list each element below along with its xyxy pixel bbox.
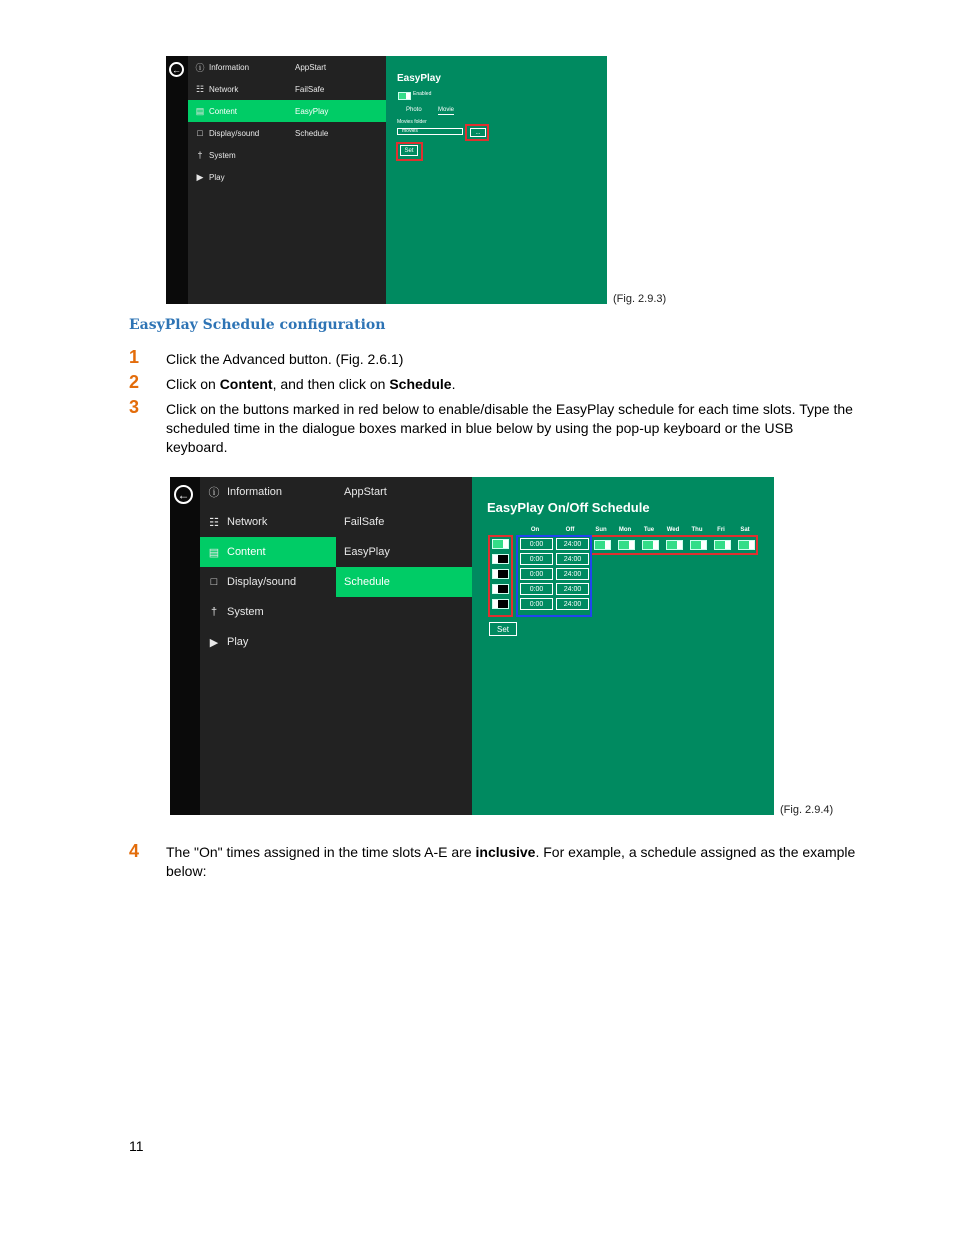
slot-on-input-d[interactable]: 0:00 [520, 583, 553, 595]
menu-item-information[interactable]: ⓘ Information [195, 62, 250, 73]
highlight-browse [465, 124, 489, 141]
step-4-number: 4 [129, 841, 140, 861]
section-heading: EasyPlay Schedule configuration [129, 317, 386, 333]
main-menu [200, 477, 336, 815]
system-icon: † [210, 606, 218, 618]
main-menu [188, 56, 288, 304]
figure-easyplay-schedule [170, 477, 774, 815]
enabled-label: Enabled [413, 91, 432, 97]
set-button[interactable]: Set [489, 622, 517, 636]
day-header-thu: Thu [691, 527, 703, 533]
play-icon: ▶ [209, 636, 219, 649]
highlight-set [396, 142, 423, 161]
menu-item-play[interactable]: ▶ Play [209, 636, 249, 649]
monitor-icon: □ [210, 576, 218, 588]
col-header-on: On [530, 527, 540, 533]
figure-caption-2: (Fig. 2.9.4) [780, 804, 834, 816]
menu-item-system[interactable]: † System [188, 144, 288, 166]
sub-menu [336, 477, 472, 815]
browse-button[interactable]: ... [470, 128, 486, 137]
network-icon: ☷ [209, 516, 219, 529]
col-header-off: Off [565, 527, 575, 533]
left-bar [166, 56, 188, 304]
highlight-slot-toggles [488, 535, 513, 617]
tab-movie[interactable]: Movie [438, 107, 455, 113]
menu-item-network[interactable]: ☷ Network [195, 83, 239, 94]
menu-item-network[interactable]: ☷ Network [209, 516, 268, 529]
highlight-time-inputs [516, 535, 592, 617]
clapperboard-icon: ▤ [195, 105, 205, 116]
panel-title: EasyPlay [397, 73, 441, 84]
page-number: 11 [129, 1138, 144, 1154]
day-header-mon: Mon [618, 527, 632, 533]
menu-item-display-sound[interactable]: □ Display/sound [188, 122, 288, 144]
submenu-item-easyplay[interactable]: EasyPlay [344, 546, 390, 558]
submenu-item-appstart[interactable]: AppStart [344, 486, 387, 498]
figure-easyplay-settings [166, 56, 607, 304]
left-bar [170, 477, 200, 815]
panel-title: EasyPlay On/Off Schedule [487, 500, 650, 515]
submenu-item-schedule[interactable]: Schedule [336, 567, 472, 597]
menu-item-content[interactable]: ▤ Content [188, 100, 288, 122]
submenu-item-schedule[interactable]: Schedule [295, 128, 329, 138]
tab-photo[interactable]: Photo [406, 107, 422, 113]
menu-item-information[interactable]: ⓘ Information [208, 486, 283, 499]
folder-label: Movies folder [397, 119, 427, 125]
slot-off-input-c[interactable]: 24:00 [556, 568, 589, 580]
submenu-item-appstart[interactable]: AppStart [295, 62, 327, 72]
set-button[interactable]: Set [400, 145, 418, 156]
day-header-sat: Sat [740, 527, 750, 533]
step-3-number: 3 [129, 397, 140, 417]
info-icon: ⓘ [208, 487, 220, 499]
slot-on-input-c[interactable]: 0:00 [520, 568, 553, 580]
day-header-sun: Sun [595, 527, 607, 533]
back-arrow-icon[interactable]: ← [174, 485, 193, 504]
back-arrow-icon[interactable]: ← [169, 62, 184, 77]
easyplay-panel [386, 56, 607, 304]
slot-off-input-b[interactable]: 24:00 [556, 553, 589, 565]
sub-menu [288, 56, 386, 304]
clapperboard-icon: ▤ [208, 546, 220, 559]
slot-off-input-e[interactable]: 24:00 [556, 598, 589, 610]
day-header-wed: Wed [666, 527, 680, 533]
network-icon: ☷ [195, 83, 205, 94]
highlight-day-toggles [590, 535, 758, 555]
play-icon: ▶ [196, 171, 204, 182]
info-icon: ⓘ [195, 62, 205, 73]
step-2-number: 2 [129, 372, 140, 392]
step-1-number: 1 [129, 347, 140, 367]
step-3-text: Click on the buttons marked in red below to enable/disable the EasyPlay schedule for each time slots. Type the scheduled time in the dialogue boxes marked in blue below by using the pop-up keyboard or the USB keyboard. [166, 401, 853, 455]
slot-on-input-b[interactable]: 0:00 [520, 553, 553, 565]
enabled-toggle[interactable] [398, 92, 411, 100]
slot-on-input-a[interactable]: 0:00 [520, 538, 553, 550]
step-4-text: The "On" times assigned in the time slots A-E are inclusive. For example, a schedule assigned as the example below: [166, 844, 856, 879]
monitor-icon: □ [197, 128, 203, 138]
menu-item-content[interactable]: ▤ Content [200, 537, 336, 567]
day-header-tue: Tue [643, 527, 655, 533]
day-header-fri: Fri [717, 527, 725, 533]
slot-off-input-d[interactable]: 24:00 [556, 583, 589, 595]
system-icon: † [197, 150, 203, 160]
slot-on-input-e[interactable]: 0:00 [520, 598, 553, 610]
submenu-item-failsafe[interactable]: FailSafe [295, 84, 325, 94]
menu-item-system[interactable]: † System [200, 597, 336, 627]
slot-off-input-a[interactable]: 24:00 [556, 538, 589, 550]
step-2-text: Click on Content, and then click on Schedule. [166, 376, 456, 392]
schedule-panel [472, 477, 774, 815]
step-1-text: Click the Advanced button. (Fig. 2.6.1) [166, 351, 404, 367]
folder-input[interactable]: movies [397, 128, 463, 135]
menu-item-display-sound[interactable]: □ Display/sound [200, 567, 336, 597]
menu-item-play[interactable]: ▶ Play [196, 171, 225, 182]
submenu-item-failsafe[interactable]: FailSafe [344, 516, 385, 528]
figure-caption-1: (Fig. 2.9.3) [613, 293, 667, 305]
submenu-item-easyplay[interactable]: EasyPlay [288, 100, 386, 122]
